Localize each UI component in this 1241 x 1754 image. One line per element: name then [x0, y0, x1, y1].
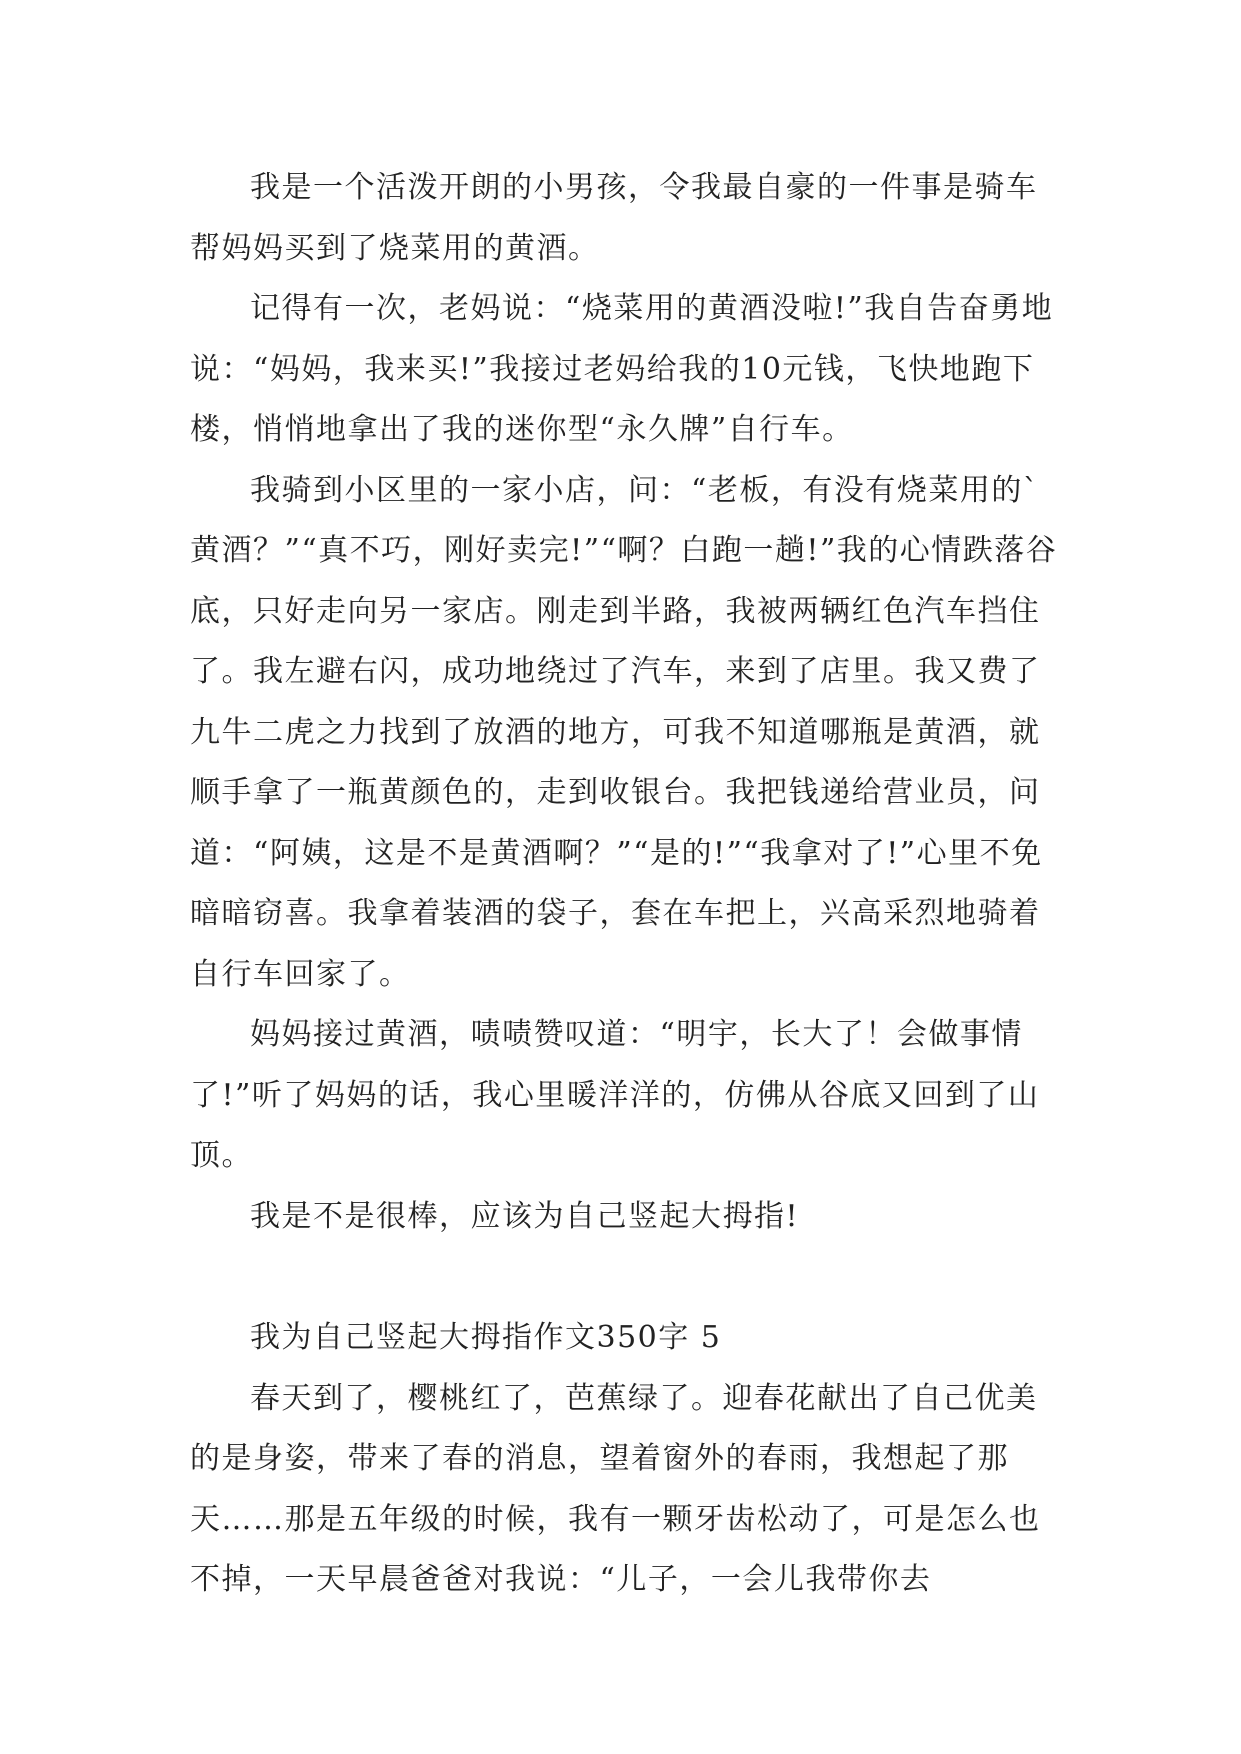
- paragraph-3: 我骑到小区里的一家小店，问：“老板，有没有烧菜用的`黄酒？”“真不巧，刚好卖完!”“啊？白跑一趟!”我的心情跌落谷底，只好走向另一家店。刚走到半路，我被两辆红色汽车挡住了。我左避右闪，成功地绕过了汽车，来到了店里。我又费了九牛二虎之力找到了放酒的地方，可我不知道哪瓶是黄酒，就顺手拿了一瓶黄颜色的，走到收银台。我把钱递给营业员，问道：“阿姨，这是不是黄酒啊？”“是的!”“我拿对了!”心里不免暗暗窃喜。我拿着装酒的袋子，套在车把上，兴高采烈地骑着自行车回家了。: [190, 472, 1058, 992]
- document-body: [190, 158, 1060, 1611]
- section-spacer: [190, 1247, 1060, 1308]
- paragraph-5: 我是不是很棒，应该为自己竖起大拇指!: [250, 1198, 800, 1234]
- paragraph-6: 春天到了，樱桃红了，芭蕉绿了。迎春花献出了自己优美的是身姿，带来了春的消息，望着窗外的春雨，我想起了那天……那是五年级的时候，我有一颗牙齿松动了，可是怎么也不掉，一天早晨爸爸对我说：“儿子，一会儿我带你去: [190, 1380, 1041, 1597]
- paragraph-2: 记得有一次，老妈说：“烧菜用的黄酒没啦!”我自告奋勇地说：“妈妈，我来买!”我接过老妈给我的10元钱，飞快地跑下楼，悄悄地拿出了我的迷你型“永久牌”自行车。: [190, 291, 1054, 447]
- paragraph-1: 我是一个活泼开朗的小男孩，令我最自豪的一件事是骑车帮妈妈买到了烧菜用的黄酒。: [190, 170, 1038, 266]
- section-heading: 我为自己竖起大拇指作文350字 5: [250, 1320, 722, 1355]
- paragraph-4: 妈妈接过黄酒，啧啧赞叹道：“明宇，长大了！会做事情了!”听了妈妈的话，我心里暖洋洋的，仿佛从谷底又回到了山顶。: [190, 1017, 1040, 1173]
